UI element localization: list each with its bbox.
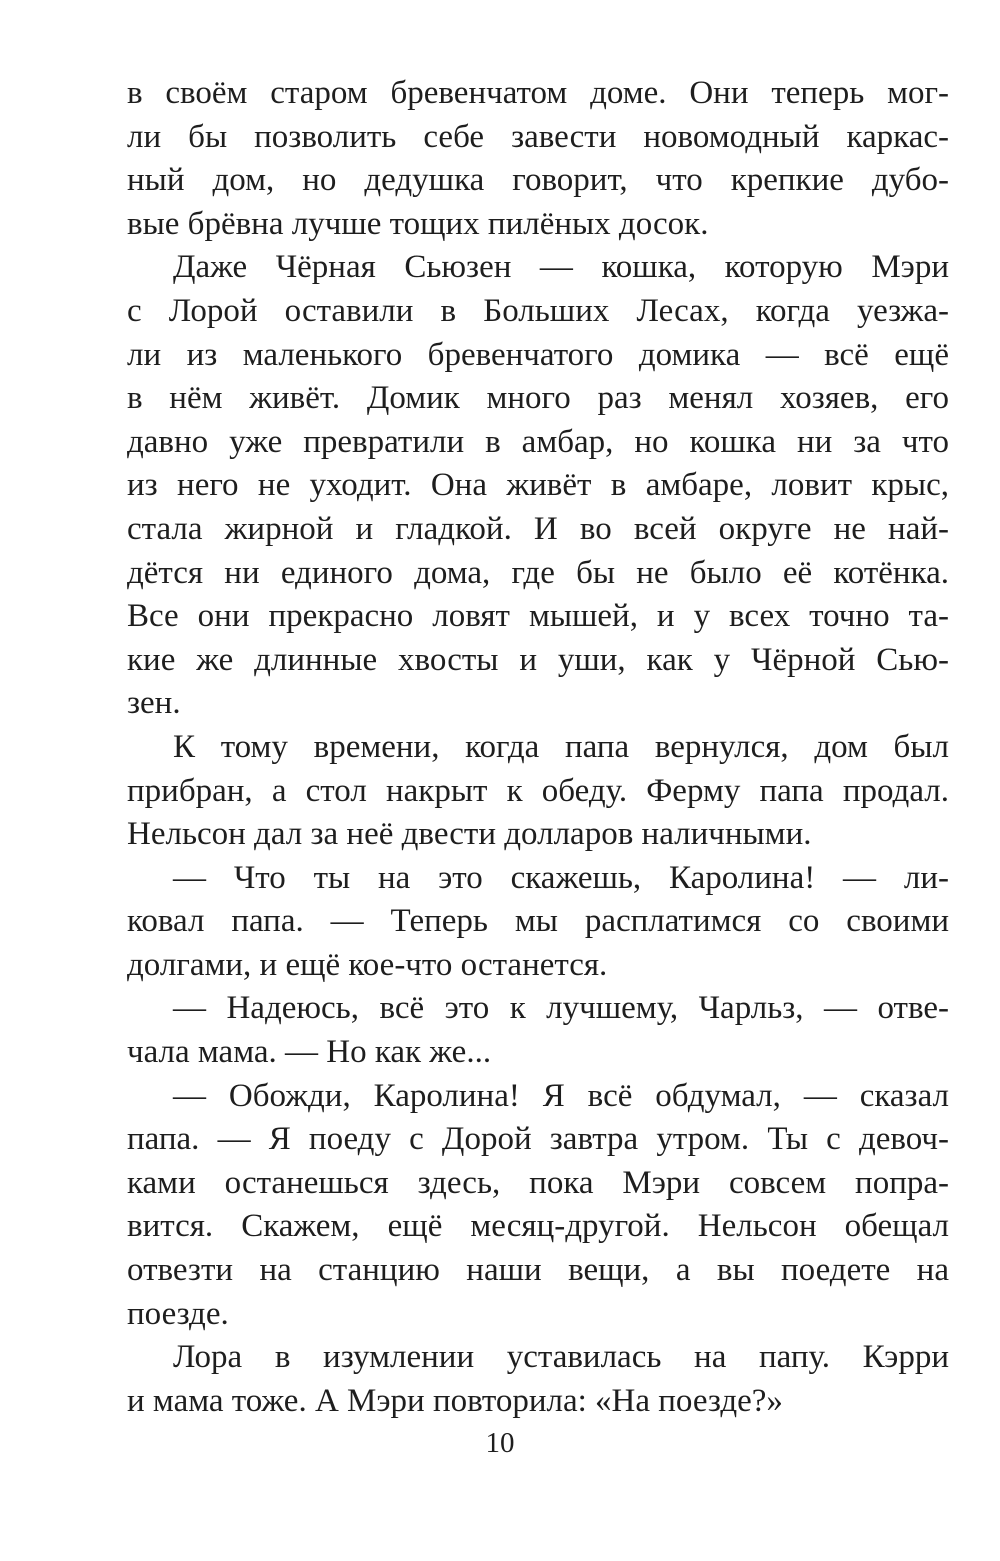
- text-line: в нём живёт. Домик много раз менял хозяев, его: [127, 380, 949, 417]
- text-line: в своём старом бревенчатом доме. Они теперь мог-: [127, 75, 949, 111]
- paragraph: [127, 72, 949, 246]
- text-line: давно уже превратили в амбар, но кошка ни за что: [127, 423, 949, 460]
- paragraph: [127, 987, 949, 1074]
- text-line: — Что ты на это скажешь, Каролина! — ли-: [173, 859, 949, 896]
- page-body: [127, 72, 949, 1423]
- text-line: — Надеюсь, всё это к лучшему, Чарльз, — отве-: [173, 990, 949, 1027]
- paragraph: [127, 726, 949, 857]
- text-line: ками останешься здесь, пока Мэри совсем попра-: [127, 1164, 949, 1201]
- text-line: поезде.: [127, 1295, 229, 1332]
- text-line: К тому времени, когда папа вернулся, дом был: [173, 728, 949, 765]
- text-line: кие же длинные хвосты и уши, как у Чёрной Сью-: [127, 641, 949, 678]
- text-line: зен.: [127, 685, 181, 722]
- paragraph: [127, 1075, 949, 1337]
- text-line: стала жирной и гладкой. И во всей округе не най-: [127, 510, 949, 547]
- page-number: 10: [485, 1427, 515, 1459]
- text-line: долгами, и ещё кое-что останется.: [127, 946, 608, 983]
- paragraph: [127, 857, 949, 988]
- text-line: Даже Чёрная Сьюзен — кошка, которую Мэри: [173, 249, 949, 286]
- text-line: вится. Скажем, ещё месяц-другой. Нельсон обещал: [127, 1208, 949, 1245]
- text-line: дётся ни единого дома, где бы не было её котёнка.: [127, 554, 949, 591]
- text-line: и мама тоже. А Мэри повторила: «На поезде?»: [127, 1382, 783, 1419]
- text-line: папа. — Я поеду с Дорой завтра утром. Ты с девоч-: [127, 1121, 949, 1158]
- text-line: Все они прекрасно ловят мышей, и у всех точно та-: [127, 598, 949, 635]
- text-line: прибран, а стол накрыт к обеду. Ферму папа продал.: [127, 772, 949, 809]
- text-line: с Лорой оставили в Больших Лесах, когда уезжа-: [127, 292, 949, 329]
- text-line: из него не уходит. Она живёт в амбаре, ловит крыс,: [127, 467, 949, 504]
- text-line: Лора в изумлении уставилась на папу. Кэрри: [173, 1339, 949, 1376]
- paragraph: [127, 1336, 949, 1423]
- text-line: отвезти на станцию наши вещи, а вы поедете на: [127, 1252, 949, 1289]
- text-line: ли бы позволить себе завести новомодный каркас-: [127, 118, 949, 155]
- paragraph: [127, 246, 949, 726]
- text-line: ный дом, но дедушка говорит, что крепкие дубо-: [127, 162, 949, 199]
- text-line: Нельсон дал за неё двести долларов наличными.: [127, 816, 812, 853]
- text-line: чала мама. — Но как же...: [127, 1034, 492, 1071]
- text-line: ковал папа. — Теперь мы расплатимся со своими: [127, 903, 949, 940]
- text-line: вые брёвна лучше тощих пилёных досок.: [127, 205, 709, 242]
- text-line: — Обожди, Каролина! Я всё обдумал, — сказал: [173, 1077, 949, 1114]
- text-line: ли из маленького бревенчатого домика — всё ещё: [127, 336, 949, 373]
